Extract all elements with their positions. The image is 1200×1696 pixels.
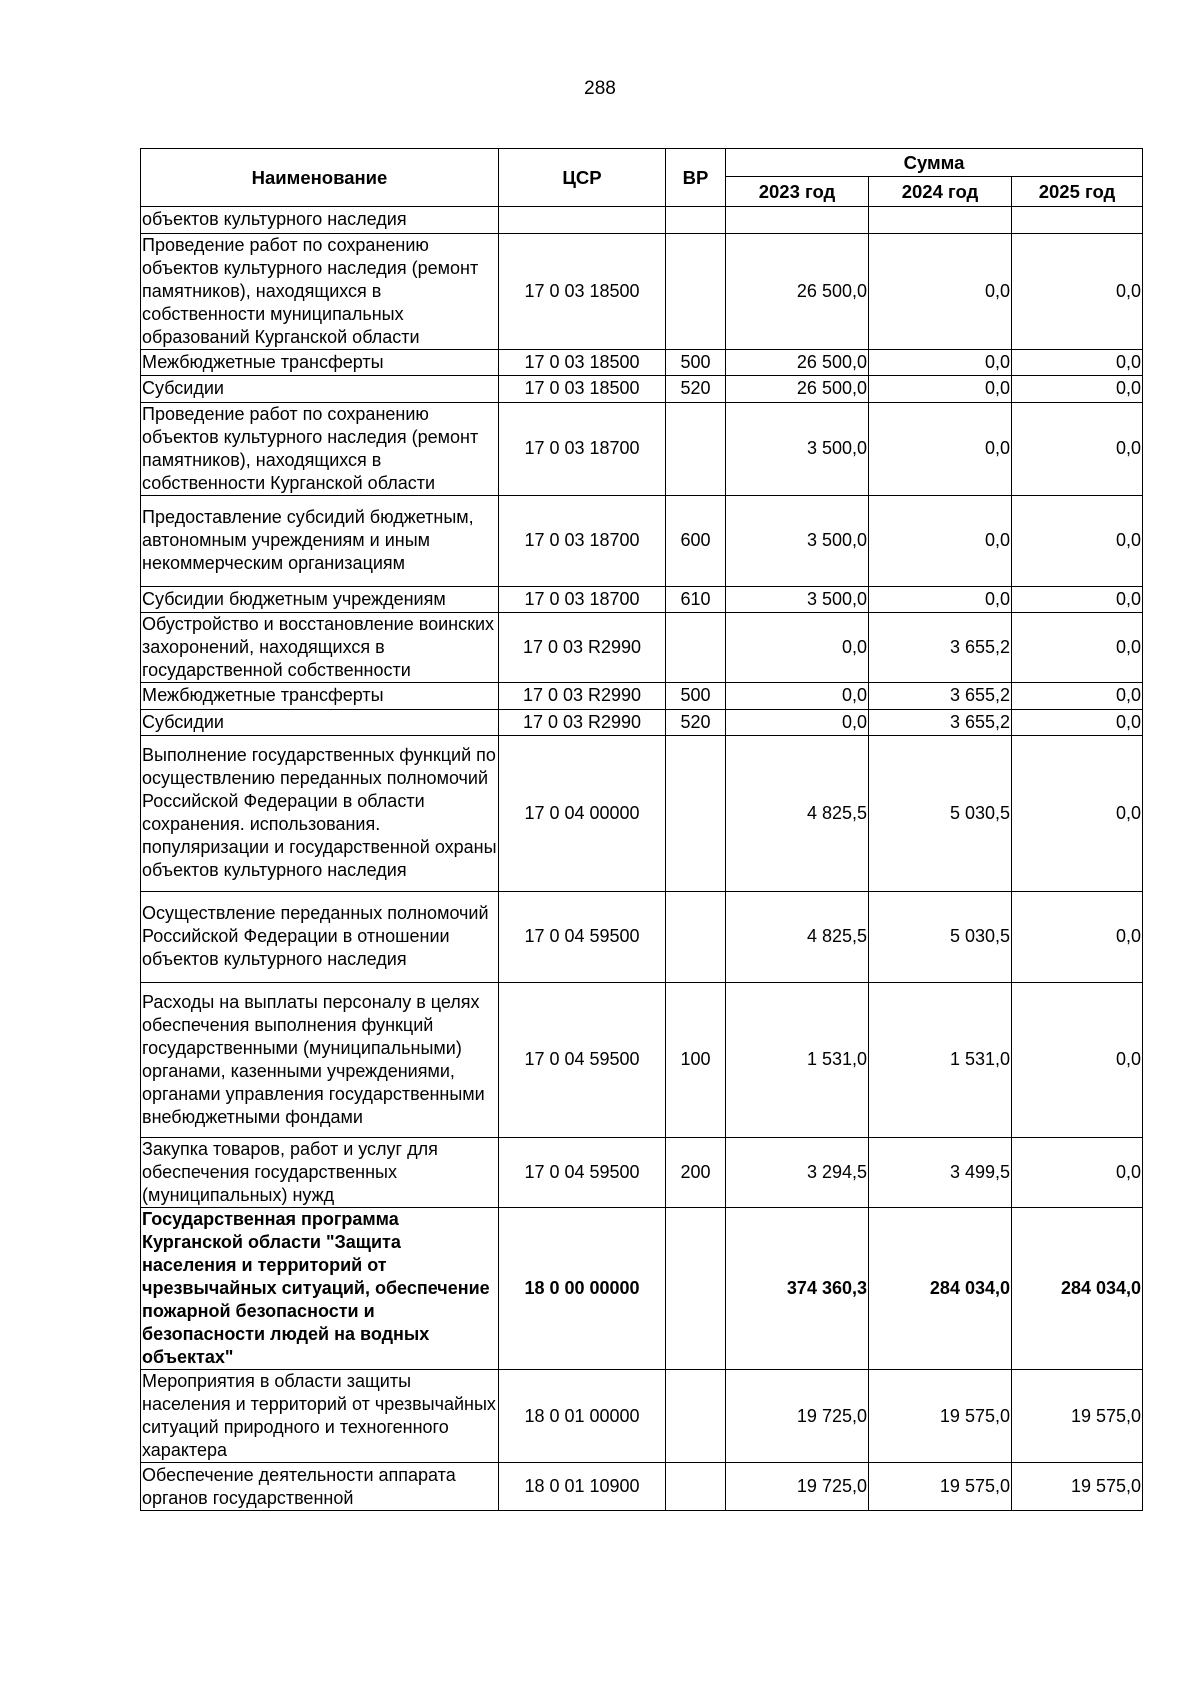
cell-2023: 3 500,0	[726, 495, 869, 586]
table-row	[141, 736, 1143, 892]
cell-2025: 0,0	[1012, 233, 1143, 349]
cell-2023: 374 360,3	[726, 1208, 869, 1370]
table-row	[141, 709, 1143, 736]
cell-csr: 17 0 03 18500	[499, 233, 666, 349]
header-year-2025: 2025 год	[1012, 177, 1143, 207]
header-sum: Сумма	[726, 149, 1143, 177]
cell-2025: 0,0	[1012, 349, 1143, 376]
cell-vr: 200	[666, 1138, 726, 1208]
cell-csr: 17 0 04 00000	[499, 736, 666, 892]
cell-2023: 0,0	[726, 683, 869, 710]
table-row	[141, 1463, 1143, 1511]
cell-2024: 0,0	[869, 233, 1012, 349]
table-row	[141, 891, 1143, 982]
cell-2025	[1012, 207, 1143, 234]
cell-2024: 0,0	[869, 402, 1012, 495]
cell-2023: 26 500,0	[726, 233, 869, 349]
cell-csr	[499, 207, 666, 234]
cell-csr: 17 0 03 18500	[499, 376, 666, 403]
table-row	[141, 586, 1143, 613]
cell-csr: 17 0 03 R2990	[499, 613, 666, 683]
table-body	[141, 207, 1143, 1511]
table-row	[141, 207, 1143, 234]
cell-vr: 600	[666, 495, 726, 586]
cell-name: Межбюджетные трансферты	[141, 349, 499, 376]
cell-vr	[666, 402, 726, 495]
table-row	[141, 613, 1143, 683]
cell-csr: 18 0 01 00000	[499, 1370, 666, 1463]
cell-name: Субсидии	[141, 709, 499, 736]
cell-2024: 284 034,0	[869, 1208, 1012, 1370]
cell-2023: 3 500,0	[726, 402, 869, 495]
table-row	[141, 233, 1143, 349]
header-csr: ЦСР	[499, 149, 666, 207]
cell-2025: 0,0	[1012, 495, 1143, 586]
cell-csr: 18 0 00 00000	[499, 1208, 666, 1370]
cell-2024: 3 655,2	[869, 709, 1012, 736]
table-row	[141, 402, 1143, 495]
table-row	[141, 982, 1143, 1138]
cell-name: Проведение работ по сохранению объектов культурного наследия (ремонт памятников), находящихся в собственности Курганской области	[141, 402, 499, 495]
table-header	[141, 149, 1143, 207]
cell-2025: 0,0	[1012, 613, 1143, 683]
cell-csr: 17 0 04 59500	[499, 1138, 666, 1208]
table-row	[141, 1370, 1143, 1463]
cell-2025: 0,0	[1012, 709, 1143, 736]
cell-2025: 284 034,0	[1012, 1208, 1143, 1370]
cell-2024: 5 030,5	[869, 736, 1012, 892]
cell-name: Межбюджетные трансферты	[141, 683, 499, 710]
cell-name: Закупка товаров, работ и услуг для обеспечения государственных (муниципальных) нужд	[141, 1138, 499, 1208]
cell-2023	[726, 207, 869, 234]
cell-2025: 0,0	[1012, 1138, 1143, 1208]
cell-2025: 0,0	[1012, 402, 1143, 495]
cell-name: Расходы на выплаты персоналу в целях обеспечения выполнения функций государственными (муниципальными) органами, казенными учреждениями, органами управления государственными внебюджетными фондами	[141, 982, 499, 1138]
cell-2025: 19 575,0	[1012, 1370, 1143, 1463]
header-year-2024: 2024 год	[869, 177, 1012, 207]
cell-2025: 0,0	[1012, 376, 1143, 403]
cell-csr: 18 0 01 10900	[499, 1463, 666, 1511]
cell-csr: 17 0 03 18500	[499, 349, 666, 376]
cell-csr: 17 0 04 59500	[499, 891, 666, 982]
cell-name: Государственная программа Курганской области "Защита населения и территорий от чрезвычайных ситуаций, обеспечение пожарной безопасности и безопасности людей на водных объектах"	[141, 1208, 499, 1370]
cell-2024: 1 531,0	[869, 982, 1012, 1138]
table-row	[141, 495, 1143, 586]
cell-name: объектов культурного наследия	[141, 207, 499, 234]
cell-vr	[666, 233, 726, 349]
cell-csr: 17 0 04 59500	[499, 982, 666, 1138]
cell-2025: 19 575,0	[1012, 1463, 1143, 1511]
cell-csr: 17 0 03 18700	[499, 586, 666, 613]
cell-csr: 17 0 03 R2990	[499, 709, 666, 736]
cell-2024: 5 030,5	[869, 891, 1012, 982]
cell-name: Мероприятия в области защиты населения и территорий от чрезвычайных ситуаций природного и техногенного характера	[141, 1370, 499, 1463]
cell-2024: 0,0	[869, 586, 1012, 613]
cell-2023: 26 500,0	[726, 349, 869, 376]
cell-name: Обеспечение деятельности аппарата органов государственной	[141, 1463, 499, 1511]
cell-2023: 1 531,0	[726, 982, 869, 1138]
table-row	[141, 1138, 1143, 1208]
cell-vr: 520	[666, 376, 726, 403]
cell-2023: 19 725,0	[726, 1370, 869, 1463]
page-number: 288	[584, 78, 616, 99]
cell-vr	[666, 613, 726, 683]
cell-name: Субсидии	[141, 376, 499, 403]
cell-name: Выполнение государственных функций по осуществлению переданных полномочий Российской Федерации в области сохранения. использования. популяризации и государственной охраны объектов культурного наследия	[141, 736, 499, 892]
cell-2023: 3 500,0	[726, 586, 869, 613]
cell-name: Осуществление переданных полномочий Российской Федерации в отношении объектов культурного наследия	[141, 891, 499, 982]
cell-csr: 17 0 03 18700	[499, 402, 666, 495]
cell-vr	[666, 1463, 726, 1511]
header-year-2023: 2023 год	[726, 177, 869, 207]
cell-vr: 500	[666, 349, 726, 376]
cell-name: Субсидии бюджетным учреждениям	[141, 586, 499, 613]
cell-2024: 3 655,2	[869, 683, 1012, 710]
table-row	[141, 376, 1143, 403]
cell-2025: 0,0	[1012, 736, 1143, 892]
cell-vr: 520	[666, 709, 726, 736]
cell-csr: 17 0 03 18700	[499, 495, 666, 586]
table-row	[141, 1208, 1143, 1370]
cell-2025: 0,0	[1012, 586, 1143, 613]
cell-2024: 0,0	[869, 495, 1012, 586]
cell-2024: 19 575,0	[869, 1370, 1012, 1463]
cell-2023: 0,0	[726, 613, 869, 683]
cell-2024: 3 655,2	[869, 613, 1012, 683]
cell-name: Обустройство и восстановление воинских захоронений, находящихся в государственной собственности	[141, 613, 499, 683]
cell-vr	[666, 207, 726, 234]
cell-name: Проведение работ по сохранению объектов культурного наследия (ремонт памятников), находящихся в собственности муниципальных образований Курганской области	[141, 233, 499, 349]
cell-csr: 17 0 03 R2990	[499, 683, 666, 710]
cell-2025: 0,0	[1012, 891, 1143, 982]
cell-2025: 0,0	[1012, 982, 1143, 1138]
cell-2023: 4 825,5	[726, 736, 869, 892]
cell-2024: 19 575,0	[869, 1463, 1012, 1511]
cell-2025: 0,0	[1012, 683, 1143, 710]
cell-vr	[666, 736, 726, 892]
cell-2023: 0,0	[726, 709, 869, 736]
cell-vr	[666, 1370, 726, 1463]
cell-2024	[869, 207, 1012, 234]
cell-2023: 3 294,5	[726, 1138, 869, 1208]
cell-vr	[666, 1208, 726, 1370]
cell-vr: 100	[666, 982, 726, 1138]
cell-2024: 0,0	[869, 349, 1012, 376]
cell-vr: 610	[666, 586, 726, 613]
cell-vr: 500	[666, 683, 726, 710]
header-vr: ВР	[666, 149, 726, 207]
cell-2023: 4 825,5	[726, 891, 869, 982]
table-row	[141, 683, 1143, 710]
cell-2023: 26 500,0	[726, 376, 869, 403]
table-row	[141, 349, 1143, 376]
cell-vr	[666, 891, 726, 982]
cell-2023: 19 725,0	[726, 1463, 869, 1511]
cell-2024: 3 499,5	[869, 1138, 1012, 1208]
cell-2024: 0,0	[869, 376, 1012, 403]
budget-table	[140, 148, 1143, 1511]
header-name: Наименование	[141, 149, 499, 207]
cell-name: Предоставление субсидий бюджетным, автономным учреждениям и иным некоммерческим организациям	[141, 495, 499, 586]
